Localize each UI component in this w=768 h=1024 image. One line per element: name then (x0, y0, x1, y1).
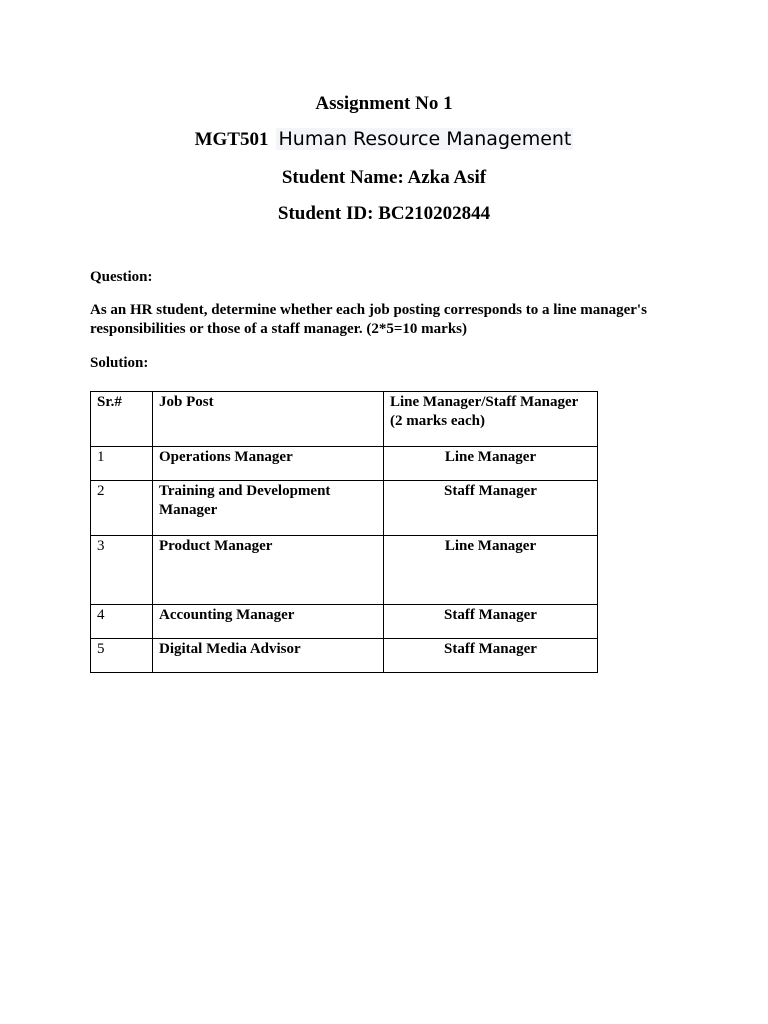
row-job-post: Training and Development Manager (153, 481, 384, 536)
course-code: MGT501 (194, 129, 269, 150)
header-job-post: Job Post (153, 392, 384, 447)
header-manager-type-line1: Line Manager/Staff Manager (390, 394, 579, 410)
row-job-post: Product Manager (153, 536, 384, 605)
row-job-post: Operations Manager (153, 447, 384, 481)
question-text: As an HR student, determine whether each job posting corresponds to a line manager's responsibilities or those of a staff manager. (2*5=10 marks) (90, 302, 647, 337)
course-name: Human Resource Management (278, 128, 572, 150)
student-id: Student ID: BC210202844 (277, 203, 491, 224)
table-row (91, 605, 598, 639)
row-manager-type: Staff Manager (384, 639, 598, 673)
row-sr: 3 (91, 536, 153, 605)
header-manager-type-line2: (2 marks each) (390, 413, 485, 429)
row-manager-type: Staff Manager (384, 605, 598, 639)
row-manager-type: Line Manager (384, 447, 598, 481)
row-sr: 5 (91, 639, 153, 673)
row-job-post: Accounting Manager (153, 605, 384, 639)
row-job-post: Digital Media Advisor (153, 639, 384, 673)
row-sr: 2 (91, 481, 153, 536)
row-sr: 4 (91, 605, 153, 639)
question-label: Question: (90, 269, 153, 285)
row-manager-type: Line Manager (384, 536, 598, 605)
assignment-title: Assignment No 1 (315, 93, 453, 114)
student-name: Student Name: Azka Asif (281, 167, 487, 188)
row-manager-type: Staff Manager (384, 481, 598, 536)
row-sr: 1 (91, 447, 153, 481)
answer-table (90, 391, 598, 673)
solution-label: Solution: (90, 355, 149, 371)
table-row (91, 447, 598, 481)
header-manager-type (384, 392, 598, 447)
table-row (91, 536, 598, 605)
table-row (91, 481, 598, 536)
table-header-row (91, 392, 598, 447)
header-sr: Sr.# (91, 392, 153, 447)
course-line (0, 128, 768, 151)
table-row (91, 639, 598, 673)
